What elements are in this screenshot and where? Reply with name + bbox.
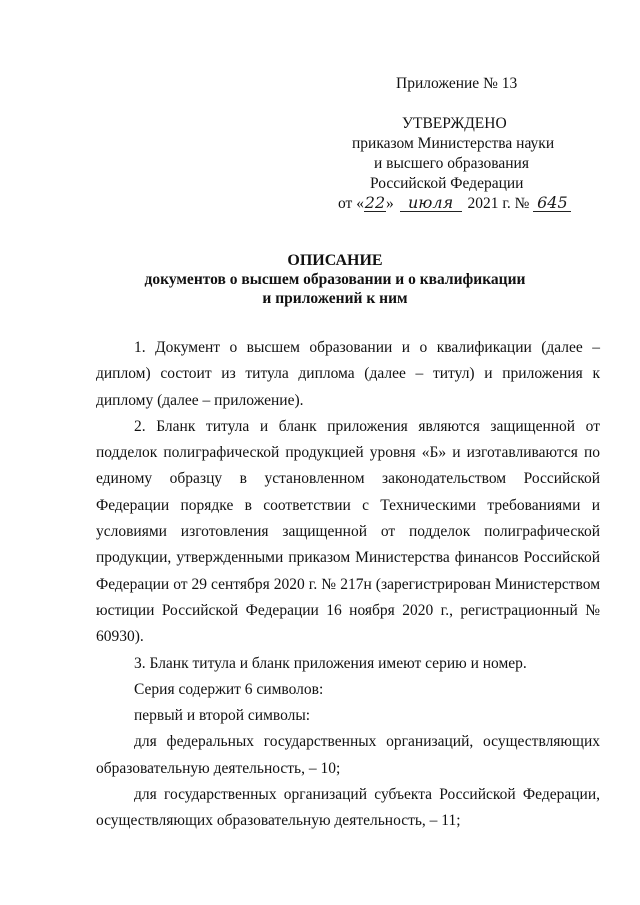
- approval-block: [330, 74, 590, 214]
- paragraph-1: 1. Документ о высшем образовании и о квалификации (далее – диплом) состоит из титула диплома (далее – титул) и приложения к диплому (далее – приложение).: [96, 339, 600, 409]
- handwritten-month: июля: [400, 195, 462, 212]
- document-body: [96, 335, 600, 835]
- handwritten-day: 22: [364, 193, 386, 212]
- order-date-line: [330, 194, 590, 214]
- approval-line-1: приказом Министерства науки: [352, 135, 555, 152]
- title-heading: ОПИСАНИЕ: [287, 252, 383, 269]
- paragraph-5: первый и второй символы:: [134, 707, 311, 725]
- paragraph-2: 2. Бланк титула и бланк приложения являются защищенной от подделок полиграфической продукцией уровня «Б» и изготавливаются по единому образцу в установленном законодательством Российской Федерации порядке в соответствии с Техническими требованиями и условиями изготовления защищенной от подделок полиграфической продукции, утвержденными приказом Министерства финансов Российской Федерации от 29 сентября 2020 г. № 217н (зарегистрирован Министерством юстиции Российской Федерации 16 ноября 2020 г., регистрационный № 60930).: [96, 417, 600, 646]
- handwritten-order-number: 645: [533, 195, 571, 212]
- approval-line-2: и высшего образования: [374, 155, 529, 172]
- date-prefix: от «: [338, 195, 364, 212]
- title-line-2: и приложений к ним: [262, 290, 408, 307]
- date-year: 2021 г. №: [467, 195, 530, 212]
- document-title: [100, 251, 570, 308]
- paragraph-7: для государственных организаций субъекта Российской Федерации, осуществляющих образовательную деятельность, – 11;: [96, 786, 600, 830]
- appendix-number: Приложение № 13: [396, 75, 518, 92]
- approved-label: УТВЕРЖДЕНО: [402, 115, 507, 132]
- paragraph-6: для федеральных государственных организаций, осуществляющих образовательную деятельность, – 10;: [96, 733, 600, 777]
- date-quote-close: »: [385, 195, 394, 212]
- paragraph-4: Серия содержит 6 символов:: [134, 680, 324, 698]
- title-line-1: документов о высшем образовании и о квалификации: [144, 271, 526, 288]
- paragraph-3: 3. Бланк титула и бланк приложения имеют серию и номер.: [134, 654, 527, 672]
- approval-line-3: Российской Федерации: [370, 175, 524, 192]
